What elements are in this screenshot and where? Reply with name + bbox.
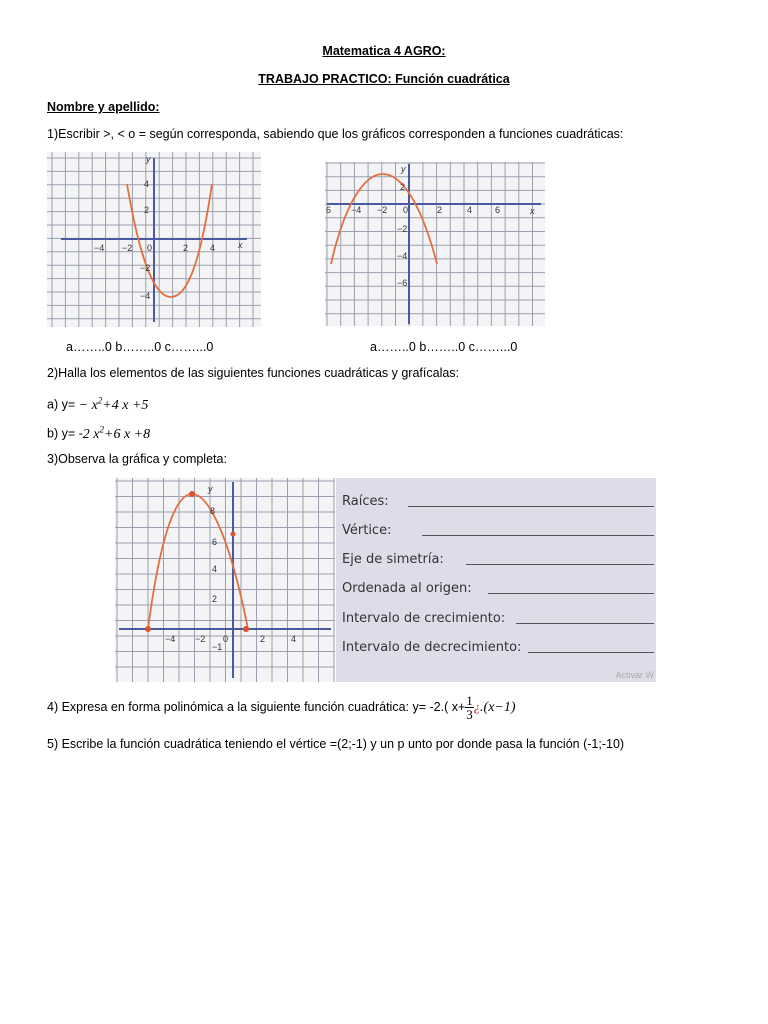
graph-3-y-intercept (231, 532, 236, 537)
graph-1-ytick: 2 (144, 205, 150, 215)
graph-2-x-label: x (530, 206, 535, 216)
graph-2-svg (325, 162, 545, 326)
graph-2-xtick: 6 (495, 205, 501, 215)
graph-3-y-label: y (208, 484, 213, 494)
graph-1-y-label: y (146, 154, 151, 164)
graph-2-xtick: 6 (326, 205, 332, 215)
document-title: Matematica 4 AGRO: (322, 44, 446, 58)
graph-3-xtick: 4 (291, 634, 297, 644)
field-line-y-intercept[interactable] (488, 593, 654, 594)
field-label-increasing: Intervalo de crecimiento: (342, 611, 506, 626)
q2-item-a (47, 395, 148, 414)
graph-3-ytick: 4 (212, 564, 218, 574)
watermark-text: Activar W (615, 670, 654, 680)
field-line-axis[interactable] (466, 564, 654, 565)
graph-2-xtick: 2 (437, 205, 443, 215)
q2-a-expression: − $x^2+4$ x +5 (78, 395, 149, 413)
graph-3-ytick: 6 (212, 537, 218, 547)
graph-2-xtick: −4 (351, 205, 362, 215)
graph-2 (325, 162, 545, 326)
graph-3-root-right (243, 626, 249, 632)
graph-1-xtick: −4 (94, 243, 105, 253)
graph-2-y-label: y (401, 164, 406, 174)
graph-2-curve (331, 174, 437, 264)
question-4 (47, 694, 516, 721)
q2-b-label: b) y= - (47, 426, 83, 441)
graph-2-xtick: −2 (377, 205, 388, 215)
graph-1-x-label: x (238, 240, 243, 250)
graph-2-ytick: 2 (400, 182, 406, 192)
graph-2-ytick: −4 (397, 251, 408, 261)
field-label-decreasing: Intervalo de decrecimiento: (342, 640, 522, 655)
graph-3 (115, 478, 335, 682)
graph-1-xtick: 2 (183, 243, 189, 253)
graph-1 (47, 152, 261, 327)
graph-3-xtick: −4 (165, 634, 176, 644)
field-line-increasing[interactable] (516, 623, 654, 624)
question-1-prompt: 1)Escribir >, < o = según corresponda, sabiendo que los gráficos corresponden a funciones cuadráticas: (47, 127, 624, 141)
question-4-prompt: 4) Expresa en forma polinómica a la siguiente función cuadrática: y= -2.( x+ (47, 700, 466, 714)
graph-3-root-left (145, 626, 151, 632)
graph-1-xtick: 0 (147, 243, 153, 253)
graph-3-ytick: 8 (210, 506, 216, 516)
graph-2-ytick: −2 (397, 224, 408, 234)
question-5-prompt: 5) Escribe la función cuadrática teniendo el vértice =(2;-1) y un p unto por donde pasa la función (-1;-10) (47, 737, 625, 751)
graph-2-xtick: 4 (467, 205, 473, 215)
graph-3-xtick: 0 (223, 634, 229, 644)
field-label-roots: Raíces: (342, 494, 389, 509)
q2-b-expression: 2 $x^2+6$ x +8 (82, 424, 151, 442)
field-label-y-intercept: Ordenada al origen: (342, 581, 472, 596)
graph-2-ytick: −6 (397, 278, 408, 288)
q4-placeholder-mark: ¿ (473, 700, 481, 714)
field-label-vertex: Vértice: (342, 523, 392, 538)
q1-answers-right: a……..0 b……..0 c……...0 (370, 340, 518, 354)
question-2-prompt: 2)Halla los elementos de las siguientes funciones cuadráticas y grafícalas: (47, 366, 460, 380)
graph-1-xtick: 4 (210, 243, 216, 253)
q2-a-label: a) y= (47, 397, 76, 412)
field-line-roots[interactable] (408, 506, 654, 507)
graph-1-ytick: −2 (140, 263, 151, 273)
q4-fraction: $\frac{1}{3}$ (466, 693, 473, 723)
q1-answers-left: a……..0 b……..0 c……...0 (66, 340, 214, 354)
q4-tail: .(x−1) (480, 700, 516, 715)
graph-2-xtick: 0 (403, 205, 409, 215)
graph-3-xtick: −2 (195, 634, 206, 644)
graph-3-vertex (189, 491, 195, 497)
graph-1-ytick: −4 (140, 291, 151, 301)
field-line-decreasing[interactable] (528, 652, 654, 653)
graph-1-xtick: −2 (122, 243, 133, 253)
q2-item-b (47, 424, 150, 443)
field-line-vertex[interactable] (422, 535, 654, 536)
name-label: Nombre y apellido: (47, 100, 160, 114)
q3-fields-panel (336, 478, 656, 682)
graph-3-ytick: −1 (212, 642, 223, 652)
field-label-axis: Eje de simetría: (342, 552, 444, 567)
graph-3-xtick: 2 (260, 634, 266, 644)
document-subtitle: TRABAJO PRACTICO: Función cuadrática (258, 72, 510, 86)
question-3-prompt: 3)Observa la gráfica y completa: (47, 452, 227, 466)
graph-1-svg (47, 152, 261, 327)
graph-1-ytick: 4 (144, 179, 150, 189)
graph-3-svg (115, 478, 335, 682)
graph-3-ytick: 2 (212, 594, 218, 604)
